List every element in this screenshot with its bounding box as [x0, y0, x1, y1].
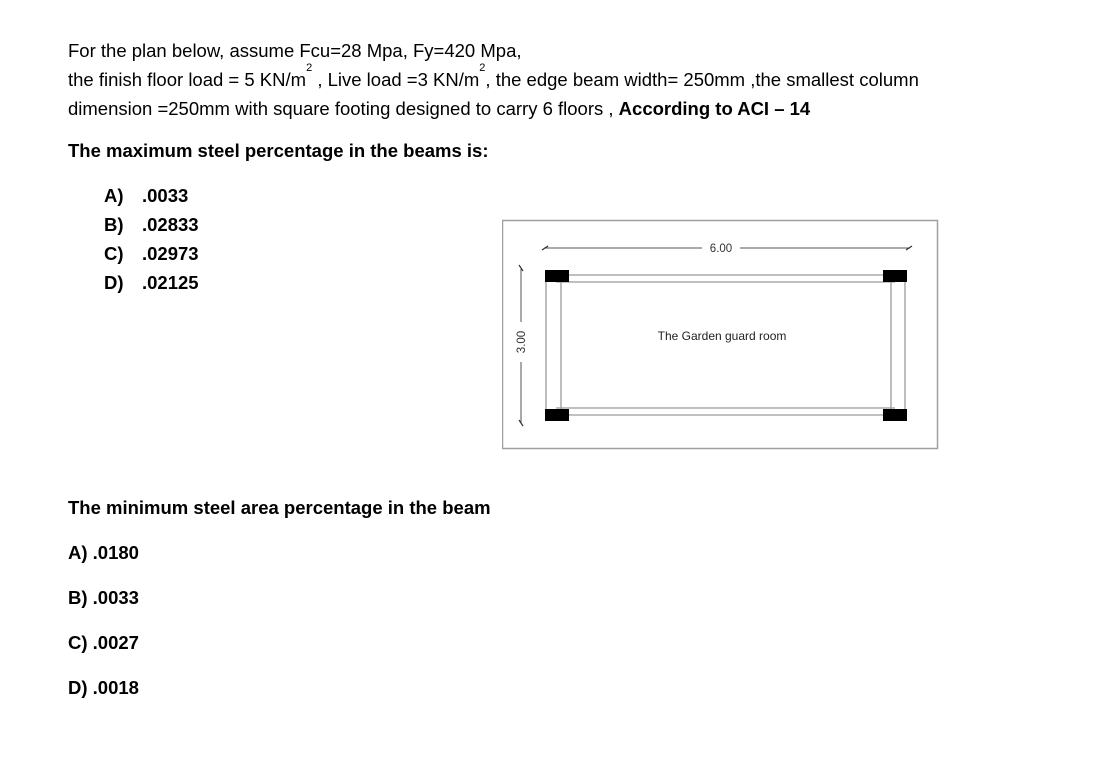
column-top-right: [883, 270, 907, 282]
q2-option-b[interactable]: B) .0033: [68, 587, 139, 608]
finish-load-text: the finish floor load = 5 KN/m: [68, 69, 307, 90]
statement-line-2: [68, 62, 1068, 94]
height-dimension-label: 3.00: [516, 330, 528, 354]
superscript-2: 2: [306, 62, 313, 74]
q1-option-c-value: .02973: [142, 243, 199, 264]
q1-option-b[interactable]: [104, 214, 199, 236]
beam-width-text: , the edge beam width= 250mm ,the smallest column: [485, 69, 919, 90]
column-top-left: [545, 270, 569, 282]
column-bottom-left: [545, 409, 569, 421]
q1-option-a-letter: A): [104, 185, 124, 206]
code-reference: According to ACI – 14: [618, 98, 811, 119]
column-bottom-right: [883, 409, 907, 421]
q1-option-b-letter: B): [104, 214, 124, 235]
superscript-2b: 2: [479, 62, 486, 74]
floor-plan-figure: [502, 219, 939, 450]
live-load-text: , Live load =3 KN/m: [312, 69, 480, 90]
room-label: The Garden guard room: [657, 329, 787, 343]
q1-option-b-value: .02833: [142, 214, 199, 235]
statement-line-1-text: For the plan below, assume Fcu=28 Mpa, Fy=420 Mpa,: [68, 40, 522, 61]
q1-option-a[interactable]: [104, 185, 188, 207]
q2-option-c[interactable]: C) .0027: [68, 632, 139, 653]
column-dimension-text: dimension =250mm with square footing designed to carry 6 floors ,: [68, 98, 619, 119]
q1-option-d[interactable]: [104, 272, 199, 294]
question-2: The minimum steel area percentage in the beam: [68, 497, 491, 518]
width-dimension-label: 6.00: [709, 243, 733, 255]
statement-line-3: [68, 94, 1068, 123]
statement-line-1: [68, 36, 1068, 65]
q2-option-a[interactable]: A) .0180: [68, 542, 139, 563]
q1-option-c-letter: C): [104, 243, 124, 264]
problem-statement: [68, 36, 1068, 123]
q1-option-c[interactable]: [104, 243, 199, 265]
q2-option-d[interactable]: D) .0018: [68, 677, 139, 698]
question-1: The maximum steel percentage in the beams is:: [68, 140, 489, 161]
q1-option-d-letter: D): [104, 272, 124, 293]
q1-option-a-value: .0033: [142, 185, 189, 206]
q1-option-d-value: .02125: [142, 272, 199, 293]
